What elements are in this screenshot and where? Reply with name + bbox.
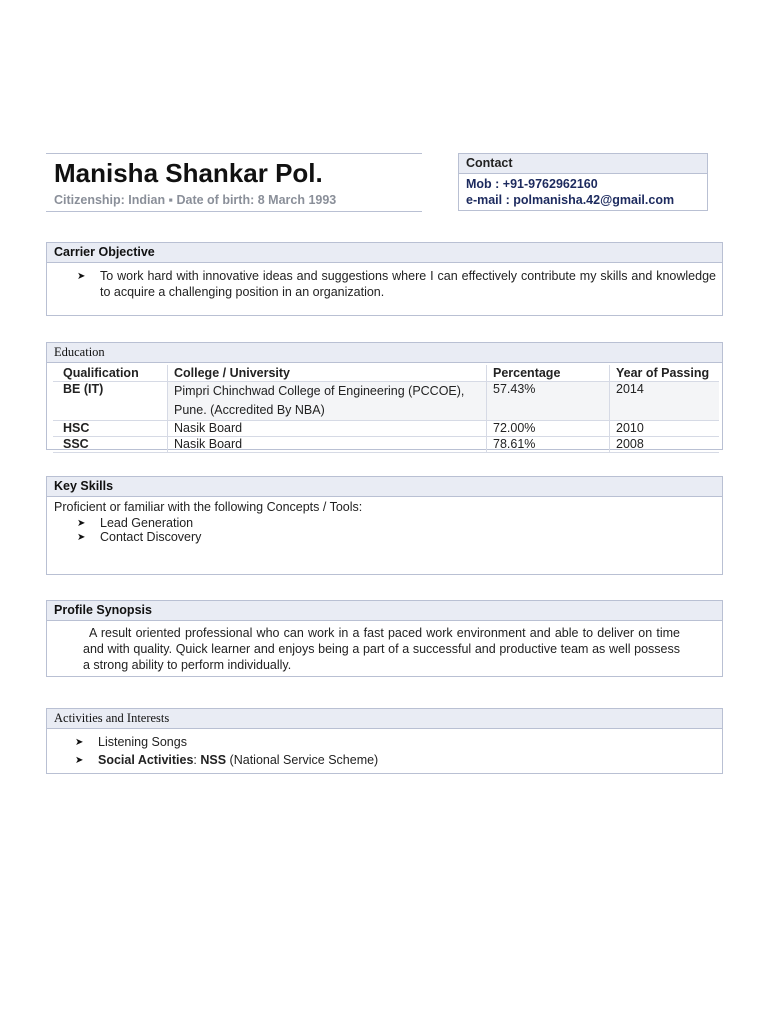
arrowhead-bullet-icon: ➤ [77, 518, 86, 529]
synopsis-text: A result oriented professional who can work in a fast paced work environment and able to deliver on time and with quality. Quick learner and enjoys being a part of a successful and productive team as well possess a strong ability to perform individually. [83, 626, 680, 672]
contact-email: e-mail : polmanisha.42@gmail.com [466, 193, 675, 207]
table-row [53, 382, 719, 421]
activities-heading: Activities and Interests [47, 709, 722, 729]
objective-item [77, 268, 716, 300]
qualification-cell: BE (IT) [53, 382, 168, 421]
contact-mobile: Mob : +91-9762962160 [466, 177, 598, 191]
percentage-cell: 72.00% [487, 421, 610, 437]
contact-heading: Contact [459, 154, 707, 174]
list-item [75, 734, 722, 750]
skills-section [46, 476, 723, 575]
arrowhead-bullet-icon: ➤ [77, 532, 86, 543]
year-cell: 2008 [610, 437, 720, 453]
college-cell: Nasik Board [168, 421, 487, 437]
activity-label: Listening Songs [98, 735, 187, 749]
column-header: Year of Passing [610, 365, 720, 382]
header-top-rule [46, 153, 422, 154]
table-row [53, 421, 719, 437]
synopsis-section [46, 600, 723, 677]
objective-section [46, 242, 723, 316]
header-bottom-rule [46, 211, 422, 212]
activity-detail: (National Service Scheme) [226, 753, 379, 767]
column-header: Qualification [53, 365, 168, 382]
table-row [53, 437, 719, 453]
year-cell: 2010 [610, 421, 720, 437]
skill-label: Lead Generation [100, 516, 194, 530]
qualification-cell: HSC [53, 421, 168, 437]
college-cell: Nasik Board [168, 437, 487, 453]
education-heading: Education [47, 343, 722, 363]
education-section [46, 342, 723, 450]
arrowhead-bullet-icon: ➤ [75, 755, 84, 766]
column-header: College / University [168, 365, 487, 382]
skill-label: Contact Discovery [100, 530, 202, 544]
objective-text: To work hard with innovative ideas and suggestions where I can effectively contribute my skills and knowledge to acquire a challenging position in an organization. [100, 269, 716, 299]
contact-box [458, 153, 708, 211]
list-item [75, 752, 722, 768]
percentage-cell: 57.43% [487, 382, 610, 421]
college-cell: Pimpri Chinchwad College of Engineering (PCCOE), Pune. (Accredited By NBA) [168, 382, 487, 421]
arrowhead-bullet-icon: ➤ [77, 271, 86, 282]
activity-category: Social Activities [98, 753, 194, 767]
column-header: Percentage [487, 365, 610, 382]
synopsis-heading: Profile Synopsis [47, 601, 722, 621]
list-item [77, 529, 722, 545]
education-table [53, 365, 719, 453]
activities-section [46, 708, 723, 774]
skills-intro: Proficient or familiar with the following Concepts / Tools: [54, 500, 363, 514]
activity-name: NSS [200, 753, 227, 767]
personal-details: Citizenship: Indian ▪ Date of birth: 8 March 1993 [54, 193, 337, 207]
year-cell: 2014 [610, 382, 720, 421]
percentage-cell: 78.61% [487, 437, 610, 453]
candidate-name: Manisha Shankar Pol. [54, 158, 323, 188]
qualification-cell: SSC [53, 437, 168, 453]
activity-separator: : [193, 753, 201, 767]
objective-heading: Carrier Objective [47, 243, 722, 263]
skills-heading: Key Skills [47, 477, 722, 497]
arrowhead-bullet-icon: ➤ [75, 737, 84, 748]
table-header-row [53, 365, 719, 382]
